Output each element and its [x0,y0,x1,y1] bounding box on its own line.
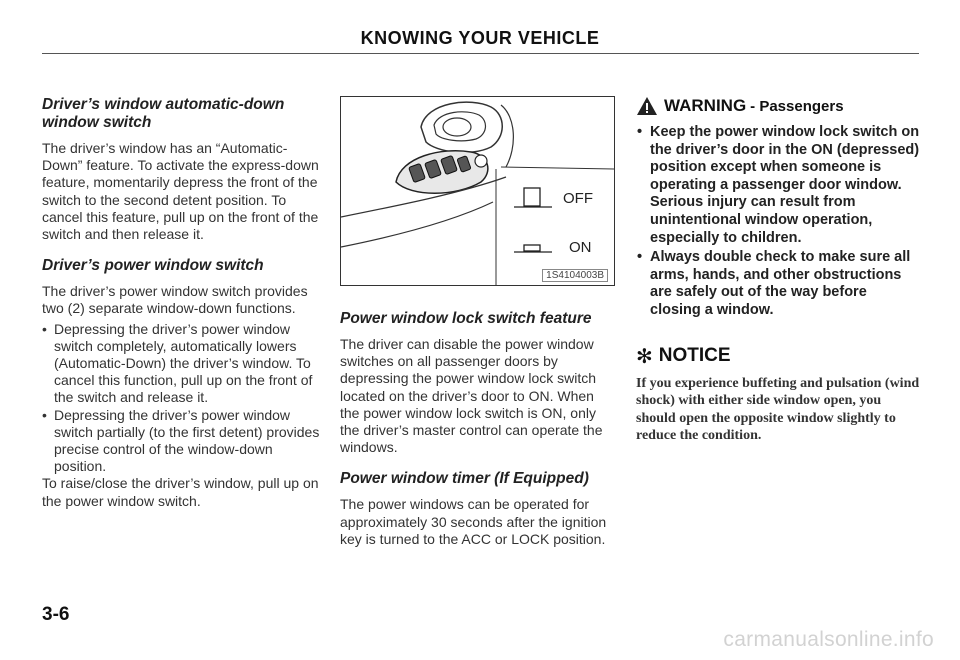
page-number: 3-6 [42,604,70,625]
column-middle [340,96,616,548]
closing-paragraph: To raise/close the driver’s window, pull up on the power window switch. [42,475,319,509]
notice-title: NOTICE [658,345,731,367]
warning-heading [636,96,920,116]
warning-bullet-list [636,124,920,320]
switch-on-label: ON [569,239,592,256]
column-right [636,96,920,445]
window-lock-switch-figure [340,96,615,286]
list-item: • Depressing the driver’s power window switch completely, automatically lowers (Automatic-Down) the driver’s window. To cancel this function, pull up on the front of the switch and release it. [42,321,327,407]
list-item: • Keep the power window lock switch on the driver’s door in the ON (depressed) position except when someone is operating a passenger door window. Serious injury can result from unintentional window operation, especially to children. [636,124,920,247]
list-item: • Depressing the driver’s power window switch partially (to the first detent) provides precise control of the window-down position. [42,407,327,476]
section-body-window-timer: The power windows can be operated for approximately 30 seconds after the ignition key is turned to the ACC or LOCK position. [340,496,607,547]
section-body-power-window-switch: The driver’s power window switch provides two (2) separate window-down functions. [42,283,308,317]
header-rule [42,53,919,54]
notice-text: If you experience buffeting and pulsation (wind shock) with either side window open, you should open the opposite window slightly to reduce the condition. [636,375,920,444]
warning-subtitle: - Passengers [750,97,844,115]
warning-triangle-icon [636,96,658,116]
section-heading-automatic-down: Driver’s window automatic-down window switch [42,96,285,131]
section-heading-power-window-switch: Driver’s power window switch [42,257,264,275]
section-heading-window-timer: Power window timer (If Equipped) [340,470,589,488]
section-body-automatic-down: The driver’s window has an “Automatic-Down” feature. To activate the express-down feature, momentarily depress the front of the switch to the second detent position. To cancel this feature, pull up on the front of the switch and then release it. [42,140,319,243]
column-left [42,96,327,510]
switch-off-label: OFF [563,190,593,207]
figure-code: 1S4104003B [542,269,608,282]
page-header-title: KNOWING YOUR VEHICLE [360,28,600,48]
list-item: • Always double check to make sure all arms, hands, and other obstructions are safely out of the way before closing a window. [636,249,920,319]
notice-heading [636,344,920,369]
notice-star-icon: ✻ [636,345,653,368]
watermark-link[interactable]: carmanualsonline.info [723,628,934,651]
warning-title: WARNING [664,96,747,115]
section-heading-lock-switch: Power window lock switch feature [340,310,592,327]
bullet-list [42,321,327,476]
section-body-lock-switch: The driver can disable the power window switches on all passenger doors by depressing the power window lock switch located on the driver’s door to ON. When the power window lock switch is ON, only the driver’s master control can operate the windows. [340,336,603,456]
